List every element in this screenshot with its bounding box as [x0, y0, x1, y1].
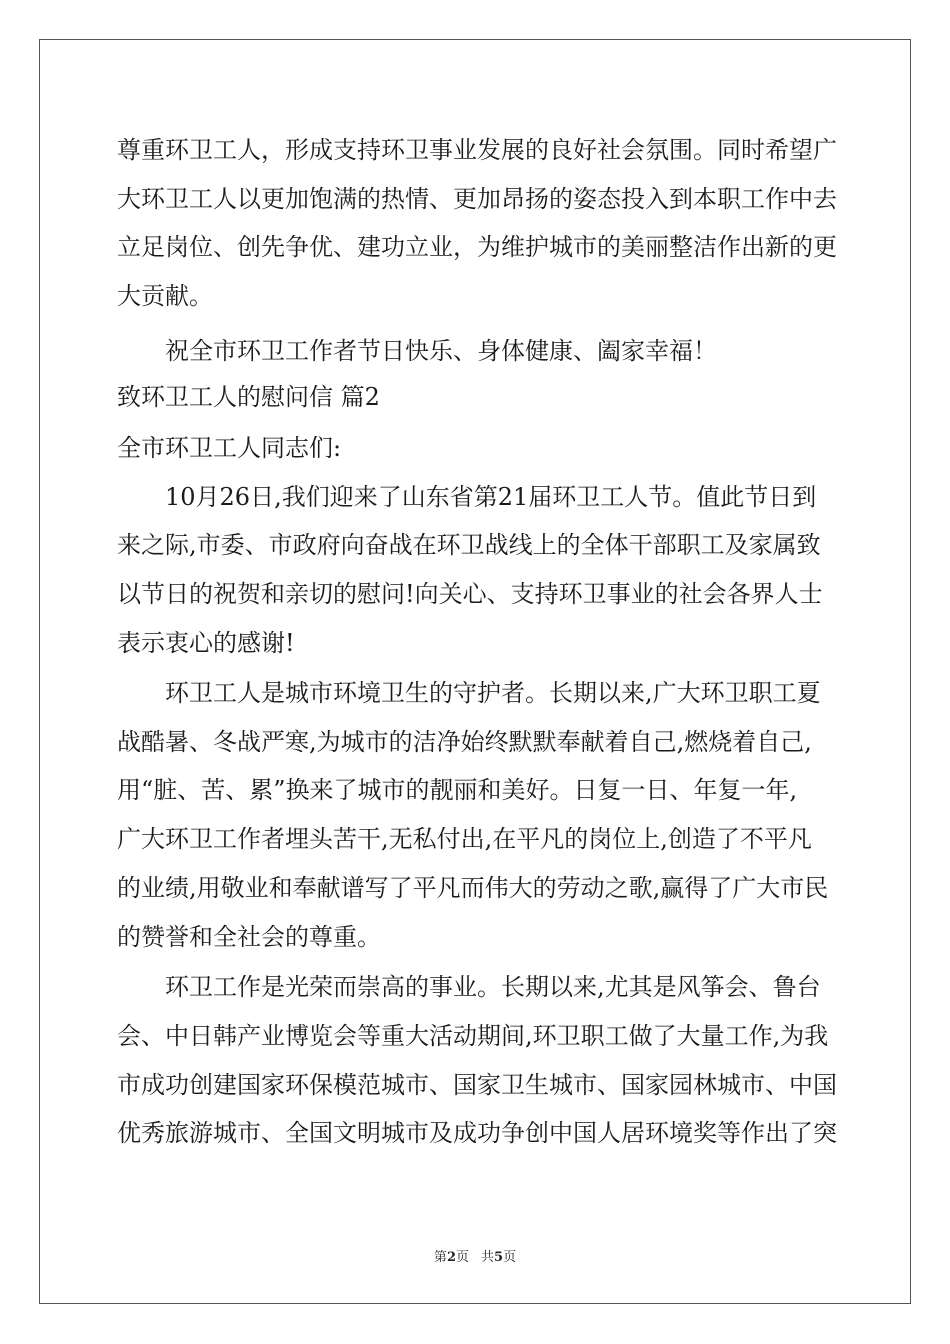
total-label-prefix: 共 — [481, 1250, 495, 1265]
text-line: 优秀旅游城市、全国文明城市及成功争创中国人居环境奖等作出了突 — [117, 1119, 837, 1147]
text-line: 10月26日,我们迎来了山东省第21届环卫工人节。值此节日到 — [165, 483, 817, 511]
text-line: 的赞誉和全社会的尊重。 — [117, 923, 381, 951]
text-line: 来之际,市委、市政府向奋战在环卫战线上的全体干部职工及家属致 — [117, 531, 821, 559]
text-line: 会、中日韩产业博览会等重大活动期间,环卫职工做了大量工作,为我 — [117, 1022, 829, 1050]
page-border — [39, 39, 911, 1304]
text-line: 环卫工作是光荣而崇高的事业。长期以来,尤其是风筝会、鲁台 — [165, 973, 821, 1001]
text-line: 以节日的祝贺和亲切的慰问!向关心、支持环卫事业的社会各界人士 — [117, 580, 823, 608]
text-line: 祝全市环卫工作者节日快乐、身体健康、阖家幸福！ — [165, 337, 717, 365]
text-line: 广大环卫工作者埋头苦干,无私付出,在平凡的岗位上,创造了不平凡 — [117, 825, 812, 853]
total-page-number: 5 — [494, 1250, 504, 1265]
page-label-prefix: 第 — [433, 1250, 447, 1265]
total-label-suffix: 页 — [503, 1250, 517, 1265]
text-line: 环卫工人是城市环境卫生的守护者。长期以来,广大环卫职工夏 — [165, 679, 821, 707]
salutation: 全市环卫工人同志们: — [117, 434, 342, 462]
text-line: 立足岗位、创先争优、建功立业，为维护城市的美丽整洁作出新的更 — [117, 233, 837, 261]
text-line: 大贡献。 — [117, 282, 213, 310]
text-line: 大环卫工人以更加饱满的热情、更加昂扬的姿态投入到本职工作中去 — [117, 185, 837, 213]
text-line: 的业绩,用敬业和奉献谱写了平凡而伟大的劳动之歌,赢得了广大市民 — [117, 874, 829, 902]
text-line: 表示衷心的感谢! — [117, 629, 295, 657]
page-label-suffix: 页 — [455, 1250, 469, 1265]
text-line: 用“脏、苦、累”换来了城市的靓丽和美好。日复一日、年复一年, — [117, 776, 798, 804]
text-line: 战酷暑、冬战严寒,为城市的洁净始终默默奉献着自己,燃烧着自己, — [117, 728, 812, 756]
page-footer — [0, 1246, 950, 1265]
text-line: 市成功创建国家环保模范城市、国家卫生城市、国家园林城市、中国 — [117, 1071, 837, 1099]
section-heading: 致环卫工人的慰问信 篇2 — [117, 383, 380, 411]
text-line: 尊重环卫工人，形成支持环卫事业发展的良好社会氛围。同时希望广 — [117, 136, 837, 164]
current-page-number: 2 — [446, 1250, 456, 1265]
